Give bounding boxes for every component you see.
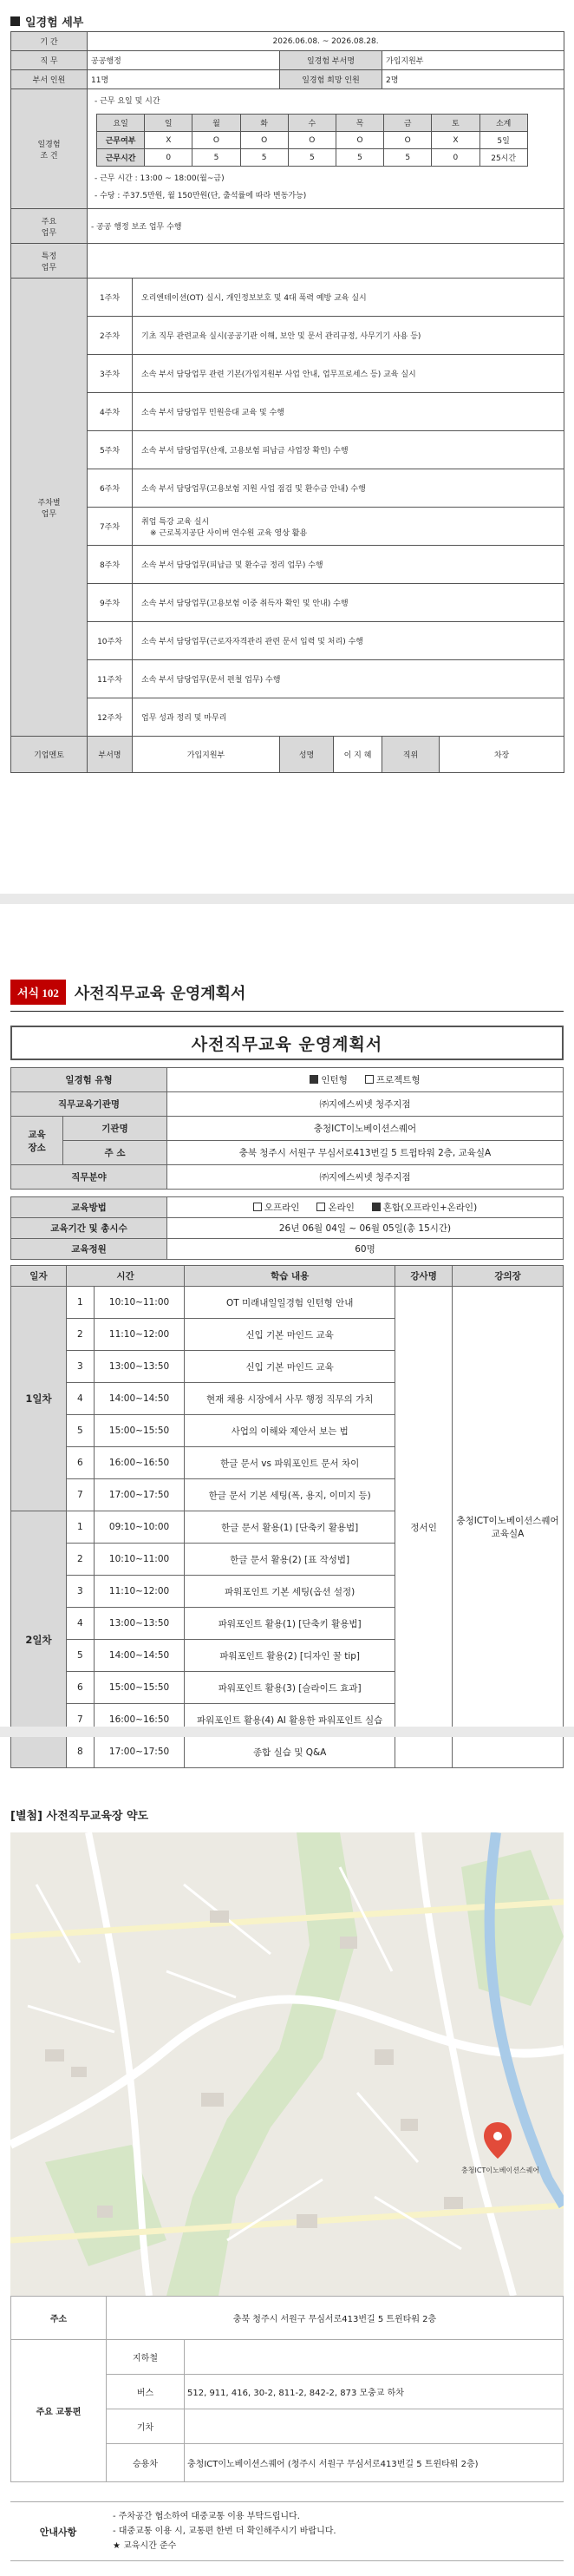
schedule-cell: 화 — [240, 115, 288, 132]
method-option-online: 온라인 — [328, 1203, 355, 1213]
curriculum-row — [11, 1287, 564, 1319]
week-task-text: 소속 부서 담당업무(근로자자격관리 관련 문서 입력 및 처리) 수행 — [141, 638, 363, 646]
org-value: ㈜지에스씨넷 청주지점 — [167, 1092, 564, 1117]
schedule-cell: O — [240, 132, 288, 149]
addr-value: 충북 청주시 서원구 무심서로413번길 5 트윕타워 2층, 교육실A — [167, 1141, 564, 1165]
week-row — [11, 698, 564, 737]
week-row — [11, 393, 564, 431]
section-divider — [0, 1727, 574, 1737]
subway-value — [185, 2340, 564, 2375]
transit-label: 주요 교통편 — [11, 2340, 107, 2482]
directions-table — [10, 2296, 564, 2482]
place-label-line: 교육 — [28, 1129, 46, 1140]
schedule-cell: 요일 — [97, 115, 145, 132]
session-content: 신입 기본 마인드 교육 — [185, 1351, 395, 1383]
bus-value: 512, 911, 416, 30-2, 811-2, 842-2, 873 모충교 하차 — [185, 2375, 564, 2409]
notice-label: 안내사항 — [39, 2526, 77, 2538]
heading-text: 일경험 세부 — [25, 16, 84, 29]
section-heading — [10, 10, 564, 31]
session-content: OT 미래내일일경험 인턴형 안내 — [185, 1287, 395, 1319]
week-task — [133, 317, 564, 355]
week-row — [11, 622, 564, 660]
section-divider — [0, 894, 574, 904]
session-number: 6 — [66, 1672, 94, 1704]
session-time: 17:00~17:50 — [94, 1736, 184, 1768]
session-content: 신입 기본 마인드 교육 — [185, 1319, 395, 1351]
week-task — [133, 622, 564, 660]
week-number: 7주차 — [88, 508, 133, 546]
week-task — [133, 584, 564, 622]
session-time: 10:10~11:00 — [94, 1544, 184, 1576]
plan-info-table — [10, 1067, 564, 1190]
notice-line: - 주차공간 협소하여 대중교통 이용 부탁드립니다. — [113, 2512, 300, 2521]
mentor-name-value: 이 지 혜 — [334, 737, 382, 773]
session-content: 종합 실습 및 Q&A — [185, 1736, 395, 1768]
method-label: 교육방법 — [11, 1197, 167, 1218]
session-content: 한글 문서 활용(1) [단축키 활용법] — [185, 1511, 395, 1544]
dept-value: 가입지원부 — [382, 51, 564, 70]
form-number-badge: 서식 102 — [10, 980, 66, 1005]
hours-note: - 근무 시간 : 13:00 ~ 18:00(월~금) — [95, 174, 225, 183]
staff-label: 부서 인원 — [11, 70, 88, 89]
session-time: 11:10~12:00 — [94, 1576, 184, 1608]
week-task — [133, 431, 564, 469]
duty-label: 직 무 — [11, 51, 88, 70]
plan-period-value: 26년 06월 04일 ~ 06월 05일(총 15시간) — [167, 1218, 564, 1239]
org-label: 직무교육기관명 — [11, 1092, 167, 1117]
notice-line: - 대중교통 이용 시, 교통편 한번 더 확인해주시기 바랍니다. — [113, 2527, 336, 2536]
head-content: 학습 내용 — [185, 1266, 395, 1287]
session-content: 파워포인트 기본 세팅(옵션 설정) — [185, 1576, 395, 1608]
session-content: 현재 채용 시장에서 사무 행정 직무의 가치 — [185, 1383, 395, 1415]
mentor-name-label: 성명 — [280, 737, 334, 773]
schedule-cell: 5 — [240, 149, 288, 167]
checkbox-empty-icon — [253, 1203, 262, 1211]
document-title: 사전직무교육 운영계획서 — [10, 1026, 564, 1060]
bus-label: 버스 — [107, 2375, 185, 2409]
notice-body — [106, 2502, 564, 2560]
staff-value: 11명 — [88, 70, 280, 89]
special-task-label — [11, 244, 88, 279]
schedule-cell: 근무시간 — [97, 149, 145, 167]
car-label: 승용차 — [107, 2444, 185, 2482]
checkbox-empty-icon — [316, 1203, 325, 1211]
schedule-cell: 수 — [288, 115, 336, 132]
schedule-cell: 5 — [288, 149, 336, 167]
notice-line: ★ 교육시간 준수 — [113, 2541, 177, 2551]
pay-note: - 수당 : 주37.5만원, 월 150만원(단, 출석률에 따라 변동가능) — [95, 192, 307, 200]
weekly-label-line: 주차별 — [37, 498, 61, 508]
week-row — [11, 660, 564, 698]
week-task-text: 기초 직무 관련교육 실시(공공기관 이해, 보안 및 문서 관리규정, 사무기기 사용 등) — [141, 332, 421, 341]
schedule-cell: O — [288, 132, 336, 149]
schedule-cell: 0 — [145, 149, 192, 167]
session-number: 8 — [66, 1736, 94, 1768]
place-label-line: 장소 — [28, 1142, 46, 1153]
inst-label: 기관명 — [63, 1117, 167, 1141]
session-number: 1 — [66, 1511, 94, 1544]
quota-value: 60명 — [167, 1239, 564, 1260]
session-number: 1 — [66, 1287, 94, 1319]
session-content: 한글 문서 vs 파워포인트 문서 차이 — [185, 1447, 395, 1479]
week-task-note: ※ 근로복지공단 사이버 연수원 교육 영상 활용 — [150, 528, 308, 538]
notice-box — [10, 2501, 564, 2561]
session-time: 09:10~10:00 — [94, 1511, 184, 1544]
want-value: 2명 — [382, 70, 564, 89]
week-row — [11, 508, 564, 546]
week-task-text: 소속 부서 담당업무(고용보험 지원 사업 점검 및 환수금 안내) 수행 — [141, 485, 366, 494]
mentor-label: 기업멘토 — [11, 737, 88, 773]
week-task-text: 소속 부서 담당업무 민원응대 교육 및 수행 — [141, 409, 284, 417]
week-task-text: 오리엔테이션(OT) 실시, 개인정보보호 및 4대 폭력 예방 교육 실시 — [141, 294, 367, 303]
session-number: 4 — [66, 1383, 94, 1415]
schedule-cell: 5일 — [479, 132, 527, 149]
schedule-cell: 25시간 — [479, 149, 527, 167]
session-number: 6 — [66, 1447, 94, 1479]
week-task — [133, 660, 564, 698]
quota-label: 교육정원 — [11, 1239, 167, 1260]
hours-title: - 근무 요일 및 시간 — [95, 97, 160, 106]
schedule-cell: 일 — [145, 115, 192, 132]
checkbox-checked-icon — [372, 1203, 381, 1211]
session-number: 7 — [66, 1479, 94, 1511]
schedule-cell: O — [192, 132, 240, 149]
week-task-text: 업무 성과 정리 및 마무리 — [141, 714, 227, 723]
cond-value — [88, 89, 564, 209]
schedule-cell: 금 — [384, 115, 432, 132]
curriculum-rows — [11, 1287, 564, 1768]
addr-value: 충북 청주시 서원구 무심서로413번길 5 트윈타워 2층 — [107, 2297, 564, 2340]
weekly-label — [11, 279, 88, 737]
subway-label: 지하철 — [107, 2340, 185, 2375]
special-task-value — [88, 244, 564, 279]
schedule-cell: 0 — [432, 149, 479, 167]
map-graphic — [10, 1832, 564, 2296]
session-number: 5 — [66, 1640, 94, 1672]
week-task — [133, 698, 564, 737]
week-number: 3주차 — [88, 355, 133, 393]
curriculum-table — [10, 1265, 564, 1768]
main-task-label-line: 주요 — [41, 217, 57, 226]
checkbox-checked-icon — [310, 1075, 318, 1084]
head-day: 일자 — [11, 1266, 67, 1287]
head-time: 시간 — [66, 1266, 184, 1287]
method-option-mixed: 혼합(오프라인+온라인) — [382, 1203, 478, 1213]
day-label: 2일차 — [11, 1511, 67, 1768]
session-time: 13:00~13:50 — [94, 1608, 184, 1640]
mentor-dept-value: 가입지원부 — [133, 737, 280, 773]
schedule-cell: 월 — [192, 115, 240, 132]
head-room: 강의장 — [453, 1266, 564, 1287]
form-header — [10, 973, 564, 1012]
session-content: 파워포인트 활용(3) [슬라이드 효과] — [185, 1672, 395, 1704]
week-task-text: 소속 부서 담당업무 관련 기본(가입지원부 사업 안내, 업무프로세스 등) 교육 실시 — [141, 370, 416, 379]
type-options — [167, 1068, 564, 1092]
session-time: 13:00~13:50 — [94, 1351, 184, 1383]
instructor-name: 정서인 — [395, 1287, 453, 1768]
week-number: 2주차 — [88, 317, 133, 355]
session-time: 15:00~15:50 — [94, 1672, 184, 1704]
schedule-cell: 근무여부 — [97, 132, 145, 149]
duty-value: 공공행정 — [88, 51, 280, 70]
schedule-row-workday — [97, 132, 528, 149]
session-number: 2 — [66, 1319, 94, 1351]
special-task-label-line: 특정 — [41, 252, 57, 261]
method-options — [167, 1197, 564, 1218]
form-title: 사전직무교육 운영계획서 — [74, 984, 246, 1003]
training-plan-section — [10, 973, 564, 1768]
type-label: 일경험 유형 — [11, 1068, 167, 1092]
field-label: 직무분야 — [11, 1165, 167, 1190]
week-number: 5주차 — [88, 431, 133, 469]
week-number: 8주차 — [88, 546, 133, 584]
type-option-project: 프로젝트형 — [375, 1075, 421, 1085]
session-number: 7 — [66, 1704, 94, 1736]
checkbox-empty-icon — [365, 1075, 374, 1084]
mentor-rank-value: 차장 — [440, 737, 564, 773]
session-time: 16:00~16:50 — [94, 1447, 184, 1479]
schedule-cell: 토 — [432, 115, 479, 132]
session-number: 3 — [66, 1576, 94, 1608]
week-task — [133, 546, 564, 584]
cond-label — [11, 89, 88, 209]
schedule-cell: 소계 — [479, 115, 527, 132]
map-section — [10, 1794, 564, 2561]
session-number: 2 — [66, 1544, 94, 1576]
session-content: 파워포인트 활용(4) AI 활용한 파워포인트 실습 — [185, 1704, 395, 1736]
week-task — [133, 279, 564, 317]
period-label: 기 간 — [11, 32, 88, 51]
session-number: 3 — [66, 1351, 94, 1383]
schedule-cell: O — [336, 132, 383, 149]
session-time: 17:00~17:50 — [94, 1479, 184, 1511]
place-label — [11, 1117, 63, 1165]
train-value — [185, 2409, 564, 2444]
mentor-rank-label: 직위 — [382, 737, 440, 773]
want-label: 일경험 희망 인원 — [280, 70, 382, 89]
head-instructor: 강사명 — [395, 1266, 453, 1287]
inst-value: 충청ICT이노베이션스퀘어 — [167, 1117, 564, 1141]
classroom: 충청ICT이노베이션스퀘어 교육실A — [453, 1287, 564, 1768]
week-row — [11, 469, 564, 508]
train-label: 기차 — [107, 2409, 185, 2444]
special-task-label-line: 업무 — [41, 263, 57, 272]
plan-period-label: 교육기간 및 총시수 — [11, 1218, 167, 1239]
field-value: ㈜지에스씨넷 청주지점 — [167, 1165, 564, 1190]
session-time: 14:00~14:50 — [94, 1640, 184, 1672]
week-task-text: 소속 부서 담당업무(산재, 고용보험 피납금 사업장 확인) 수행 — [141, 447, 349, 456]
method-option-offline: 오프라인 — [264, 1203, 300, 1213]
week-task — [133, 469, 564, 508]
week-row — [11, 279, 564, 317]
week-task — [133, 355, 564, 393]
mentor-dept-label: 부서명 — [88, 737, 133, 773]
location-map[interactable] — [10, 1832, 564, 2296]
session-content: 사업의 이해와 제안서 보는 법 — [185, 1415, 395, 1447]
map-title: [별첨] 사전직무교육장 약도 — [10, 1810, 149, 1823]
session-content: 파워포인트 활용(2) [디자인 꿀 tip] — [185, 1640, 395, 1672]
week-task-text: 소속 부서 담당업무(피납금 및 환수금 정리 업무) 수행 — [141, 561, 323, 570]
schedule-cell: 5 — [192, 149, 240, 167]
session-time: 16:00~16:50 — [94, 1704, 184, 1736]
session-content: 파워포인트 활용(1) [단축키 활용법] — [185, 1608, 395, 1640]
pin-label: 충청ICT이노베이션스퀘어 — [461, 2166, 540, 2174]
session-time: 11:10~12:00 — [94, 1319, 184, 1351]
weekly-tasks — [11, 279, 564, 737]
week-task — [133, 508, 564, 546]
week-number: 12주차 — [88, 698, 133, 737]
session-content: 한글 문서 기본 세팅(폭, 용지, 이미지 등) — [185, 1479, 395, 1511]
internship-table — [10, 31, 564, 773]
main-task-label-line: 업무 — [41, 228, 57, 238]
dept-label: 일경험 부서명 — [280, 51, 382, 70]
week-number: 4주차 — [88, 393, 133, 431]
addr-label: 주소 — [11, 2297, 107, 2340]
addr-label: 주 소 — [63, 1141, 167, 1165]
week-task — [133, 393, 564, 431]
cond-label-line: 일경험 — [37, 140, 61, 149]
period-value: 2026.06.08. ~ 2026.08.28. — [88, 32, 564, 51]
week-number: 9주차 — [88, 584, 133, 622]
week-task-text: 소속 부서 담당업무(고용보험 이중 취득자 확인 및 안내) 수행 — [141, 600, 349, 608]
weekly-label-line: 업무 — [41, 509, 57, 519]
session-time: 15:00~15:50 — [94, 1415, 184, 1447]
schedule-head-row — [97, 115, 528, 132]
week-row — [11, 584, 564, 622]
square-bullet-icon — [10, 16, 20, 26]
main-task-label — [11, 209, 88, 244]
week-row — [11, 546, 564, 584]
car-value: 충청ICT이노베이션스퀘어 (청주시 서원구 무심서로413번길 5 트윈타워 2층) — [185, 2444, 564, 2482]
session-time: 10:10~11:00 — [94, 1287, 184, 1319]
schedule-cell: 목 — [336, 115, 383, 132]
main-task-value: - 공공 행정 보조 업무 수행 — [88, 209, 564, 244]
week-task-text: 소속 부서 담당업무(문서 편철 업무) 수행 — [141, 676, 281, 685]
curriculum-head — [11, 1266, 564, 1287]
schedule-row-hours — [97, 149, 528, 167]
week-number: 1주차 — [88, 279, 133, 317]
schedule-cell: X — [432, 132, 479, 149]
session-content: 한글 문서 활용(2) [표 작성법] — [185, 1544, 395, 1576]
week-row — [11, 317, 564, 355]
session-number: 5 — [66, 1415, 94, 1447]
plan-method-table — [10, 1196, 564, 1260]
schedule-cell: X — [145, 132, 192, 149]
schedule-cell: O — [384, 132, 432, 149]
cond-label-line: 조 건 — [40, 151, 58, 161]
day-label: 1일차 — [11, 1287, 67, 1511]
week-task-text: 취업 특강 교육 실시 — [141, 517, 210, 527]
schedule-cell: 5 — [384, 149, 432, 167]
week-number: 11주차 — [88, 660, 133, 698]
week-number: 10주차 — [88, 622, 133, 660]
type-option-intern: 인턴형 — [321, 1075, 348, 1085]
week-row — [11, 431, 564, 469]
week-row — [11, 355, 564, 393]
week-number: 6주차 — [88, 469, 133, 508]
schedule-cell: 5 — [336, 149, 383, 167]
schedule-table — [96, 114, 528, 167]
internship-detail-section — [10, 10, 564, 773]
session-time: 14:00~14:50 — [94, 1383, 184, 1415]
session-number: 4 — [66, 1608, 94, 1640]
